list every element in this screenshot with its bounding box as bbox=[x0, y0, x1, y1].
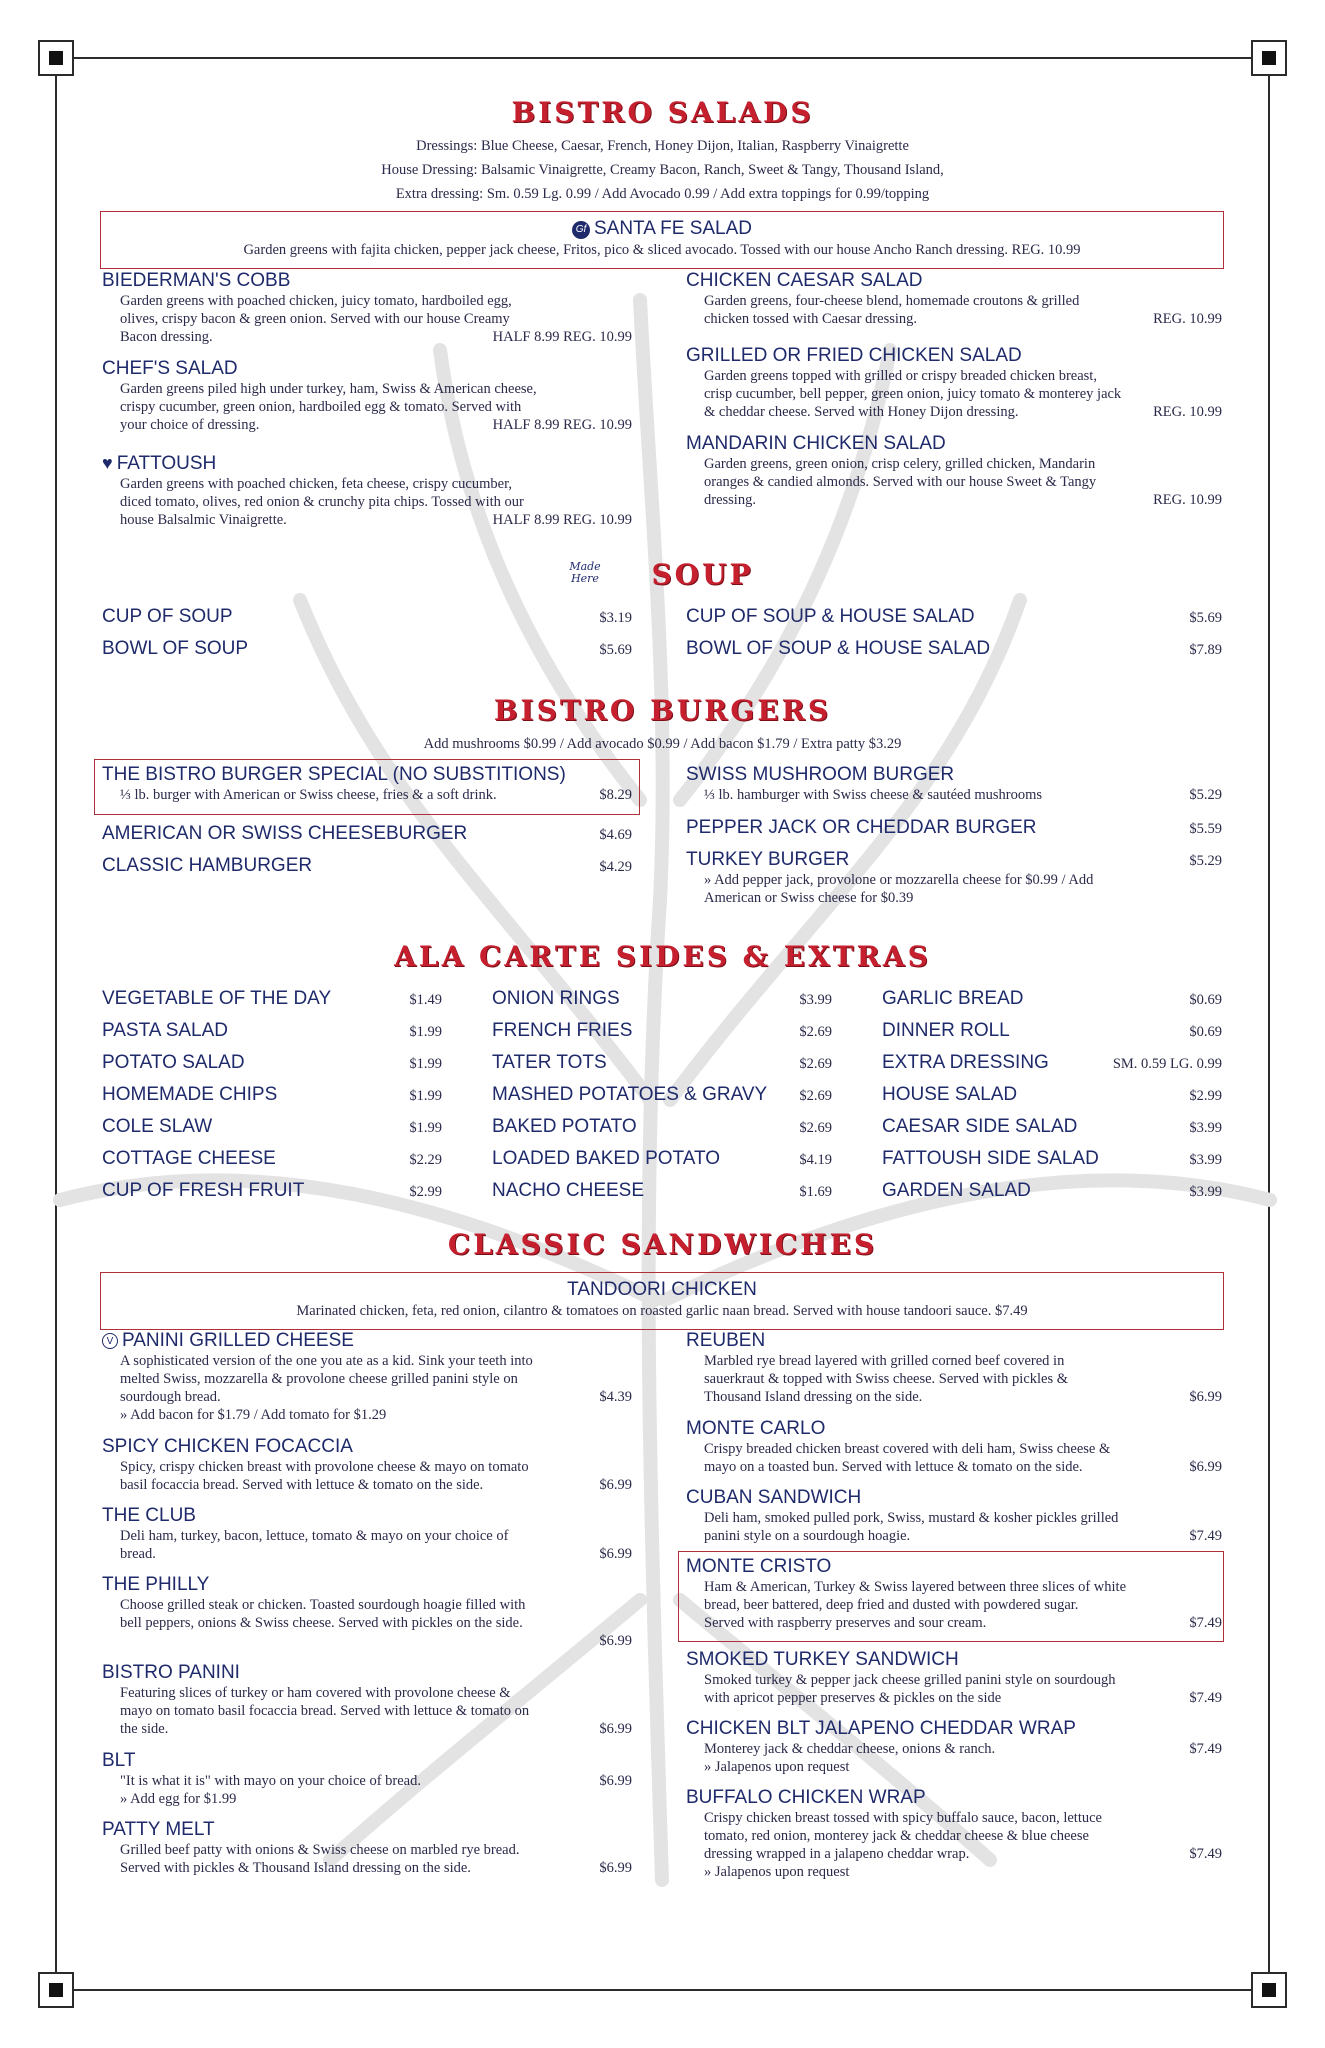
burger-item: TURKEY BURGER $5.29 » Add pepper jack, provolone or mozzarella cheese for $0.99 / Add American or Swiss cheese for $0.39 bbox=[686, 849, 1222, 906]
salad-item: CHEF'S SALAD Garden greens piled high under turkey, ham, Swiss & American cheese, crispy cucumber, green onion, hardboiled egg & tomato. Served with your choice of dressing. HALF 8.99 REG. 10.99 bbox=[102, 358, 632, 433]
featured-salad-desc: Garden greens with fajita chicken, pepper jack cheese, Fritos, pico & sliced avocado. Tossed with our house Ancho Ranch dressing. REG. 10.99 bbox=[243, 242, 1081, 258]
sandwich-item: REUBEN Marbled rye bread layered with grilled corned beef covered in sauerkraut & topped with Swiss cheese. Served with pickles & Thousand Island dressing on the side. $6.99 bbox=[686, 1330, 1222, 1405]
sandwich-item: BUFFALO CHICKEN WRAP Crispy chicken breast tossed with spicy buffalo sauce, bacon, lettuce tomato, red onion, monterey jack & cheddar cheese & blue cheese dressing wrapped in a jalapeno cheddar wrap. $7.49 » Jalapenos upon request bbox=[686, 1787, 1222, 1880]
salad-item: ♥ FATTOUSH Garden greens with poached chicken, feta cheese, crispy cucumber, diced tomato, olives, red onion & crunchy pita chips. Tossed with our house Balsalmic Vinaigrette. HALF 8.99 REG. 10.99 bbox=[102, 453, 632, 528]
featured-tandoori-chicken: TANDOORI CHICKEN Marinated chicken, feta, red onion, cilantro & tomatoes on roasted garlic naan bread. Served with house tandoori sauce. $7.49 bbox=[100, 1272, 1224, 1330]
vegetarian-icon: V bbox=[102, 1333, 118, 1349]
salad-item: MANDARIN CHICKEN SALAD Garden greens, green onion, crisp celery, grilled chicken, Mandarin oranges & candied almonds. Served with our house Sweet & Tangy dressing. REG. 10.99 bbox=[686, 433, 1222, 508]
burgers-title: BISTRO BURGERS bbox=[493, 694, 832, 727]
salad-item: GRILLED OR FRIED CHICKEN SALAD Garden greens topped with grilled or crispy breaded chicken breast, crisp cucumber, bell pepper, green onion, juicy tomato & monterey jack & cheddar cheese. Served with Honey Dijon dressing. REG. 10.99 bbox=[686, 345, 1222, 420]
price: HALF 8.99 REG. 10.99 bbox=[492, 329, 632, 345]
sandwich-item: MONTE CARLO Crispy breaded chicken breast covered with deli ham, Swiss cheese & mayo on a toasted bun. Served with lettuce & tomato on the side. $6.99 bbox=[686, 1418, 1222, 1475]
sandwich-item: CHICKEN BLT JALAPENO CHEDDAR WRAP Monterey jack & cheddar cheese, onions & ranch. $7.49 » Jalapenos upon request bbox=[686, 1718, 1222, 1775]
sandwiches-title: CLASSIC SANDWICHES bbox=[447, 1228, 878, 1261]
soup-item: BOWL OF SOUP $5.69 bbox=[102, 638, 632, 659]
heart-icon: ♥ bbox=[102, 453, 113, 473]
burger-item: SWISS MUSHROOM BURGER ⅓ lb. hamburger with Swiss cheese & sautéed mushrooms $5.29 bbox=[686, 764, 1222, 803]
salads-extra-dressing: Extra dressing: Sm. 0.59 Lg. 0.99 / Add Avocado 0.99 / Add extra toppings for 0.99/topping bbox=[395, 186, 930, 202]
salad-item: BIEDERMAN'S COBB Garden greens with poached chicken, juicy tomato, hardboiled egg, olives, crispy bacon & green onion. Served with our house Creamy Bacon dressing. HALF 8.99 REG. 10.99 bbox=[102, 270, 632, 345]
burger-special: THE BISTRO BURGER SPECIAL (NO SUBSTITIONS) ⅓ lb. burger with American or Swiss cheese, fries & a soft drink. $8.29 bbox=[102, 764, 632, 803]
sides-col-2: ONION RINGS $3.99 FRENCH FRIES $2.69 TATER TOTS $2.69 MASHED POTATOES & GRAVY $2.69 BAKED POTATO $2.69 LOADED BAKED POTATO $4.19 NACHO CHEESE $1.69 bbox=[492, 988, 832, 1201]
burger-item: AMERICAN OR SWISS CHEESEBURGER $4.69 bbox=[102, 823, 632, 844]
sandwich-item: BLT "It is what it is" with mayo on your choice of bread. $6.99 » Add egg for $1.99 bbox=[102, 1750, 632, 1807]
price: HALF 8.99 REG. 10.99 bbox=[492, 512, 632, 528]
soup-item: CUP OF SOUP & HOUSE SALAD $5.69 bbox=[686, 606, 1222, 627]
salad-item: CHICKEN CAESAR SALAD Garden greens, four-cheese blend, homemade croutons & grilled chicken tossed with Caesar dressing. REG. 10.99 bbox=[686, 270, 1222, 327]
sides-col-3: GARLIC BREAD $0.69 DINNER ROLL $0.69 EXTRA DRESSING SM. 0.59 LG. 0.99 HOUSE SALAD $2.99 CAESAR SIDE SALAD $3.99 FATTOUSH SIDE SALAD $3.99 GARDEN SALAD $3.99 bbox=[882, 988, 1222, 1201]
featured-santa-fe-salad bbox=[100, 211, 1224, 269]
soup-item: CUP OF SOUP $3.19 bbox=[102, 606, 632, 627]
price: REG. 10.99 bbox=[1153, 311, 1222, 327]
sandwich-item: SMOKED TURKEY SANDWICH Smoked turkey & pepper jack cheese grilled panini style on sourdough with apricot pepper preserves & pickles on the side $7.49 bbox=[686, 1649, 1222, 1706]
sandwich-item: THE PHILLY Choose grilled steak or chicken. Toasted sourdough hoagie filled with bell peppers, onions & Swiss cheese. Served with pickles on the side. $6.99 bbox=[102, 1574, 632, 1649]
burger-item: PEPPER JACK OR CHEDDAR BURGER $5.59 bbox=[686, 817, 1222, 838]
burgers-addons: Add mushrooms $0.99 / Add avocado $0.99 / Add bacon $1.79 / Extra patty $3.29 bbox=[423, 736, 902, 752]
sides-col-1: VEGETABLE OF THE DAY $1.49 PASTA SALAD $1.99 POTATO SALAD $1.99 HOMEMADE CHIPS $1.99 COLE SLAW $1.99 COTTAGE CHEESE $2.29 CUP OF FRESH FRUIT $2.99 bbox=[102, 988, 442, 1201]
soup-item: BOWL OF SOUP & HOUSE SALAD $7.89 bbox=[686, 638, 1222, 659]
salads-title: BISTRO SALADS bbox=[511, 96, 814, 129]
sandwich-item: SPICY CHICKEN FOCACCIA Spicy, crispy chicken breast with provolone cheese & mayo on tomato basil focaccia bread. Served with lettuce & tomato on the side. $6.99 bbox=[102, 1436, 632, 1493]
soup-title: SOUP bbox=[651, 558, 754, 591]
gluten-free-icon: Gf bbox=[572, 221, 590, 239]
sandwich-item: V PANINI GRILLED CHEESE A sophisticated version of the one you ate as a kid. Sink your teeth into melted Swiss, mozzarella & provolone cheese grilled panini style on sourdough bread. $4.39 » Add bacon for $1.79 / Add tomato for $1.29 bbox=[102, 1330, 632, 1424]
burger-item: CLASSIC HAMBURGER $4.29 bbox=[102, 855, 632, 876]
made-here-badge: Made Here bbox=[569, 560, 601, 585]
price: REG. 10.99 bbox=[1153, 492, 1222, 508]
price: HALF 8.99 REG. 10.99 bbox=[492, 417, 632, 433]
sandwich-item: MONTE CRISTO Ham & American, Turkey & Swiss layered between three slices of white bread, beer battered, deep fried and dusted with powdered sugar. Served with raspberry preserves and sour cream. $7.49 bbox=[686, 1556, 1222, 1631]
sides-title: ALA CARTE SIDES & EXTRAS bbox=[394, 940, 931, 973]
featured-salad-name: Gf SANTA FE SALAD bbox=[101, 218, 1223, 240]
salads-dressings: Dressings: Blue Cheese, Caesar, French, Honey Dijon, Italian, Raspberry Vinaigrette bbox=[416, 138, 909, 154]
sandwich-item: PATTY MELT Grilled beef patty with onions & Swiss cheese on marbled rye bread. Served with pickles & Thousand Island dressing on the side. $6.99 bbox=[102, 1819, 632, 1876]
sandwich-item: BISTRO PANINI Featuring slices of turkey or ham covered with provolone cheese & mayo on tomato basil focaccia bread. Served with lettuce & tomato on the side. $6.99 bbox=[102, 1662, 632, 1737]
salads-house-dressing: House Dressing: Balsamic Vinaigrette, Creamy Bacon, Ranch, Sweet & Tangy, Thousand Island, bbox=[381, 162, 944, 178]
price: REG. 10.99 bbox=[1153, 404, 1222, 420]
sandwich-item: CUBAN SANDWICH Deli ham, smoked pulled pork, Swiss, mustard & kosher pickles grilled panini style on a sourdough hoagie. $7.49 bbox=[686, 1487, 1222, 1544]
sandwich-item: THE CLUB Deli ham, turkey, bacon, lettuce, tomato & mayo on your choice of bread. $6.99 bbox=[102, 1505, 632, 1562]
